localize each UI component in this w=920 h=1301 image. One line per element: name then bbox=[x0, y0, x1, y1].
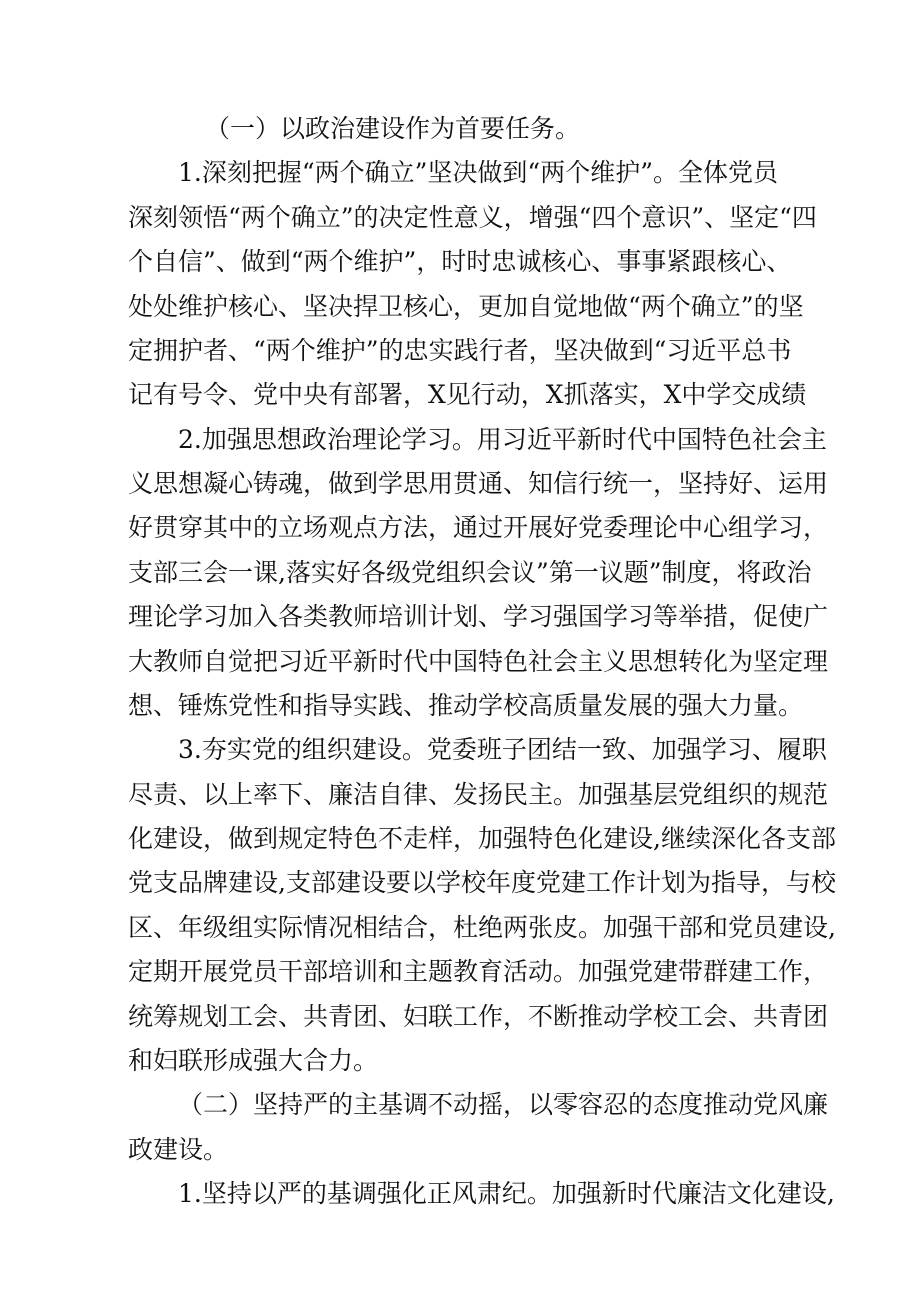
section-heading-1 bbox=[0, 111, 920, 147]
paragraph-1-line bbox=[0, 333, 920, 369]
line-text: 化建设，做到规定特色不走样，加强特色化建设,继续深化各支部 bbox=[128, 824, 836, 853]
line-text: 定期开展党员干部培训和主题教育活动。加强党建带群建工作， bbox=[128, 957, 829, 986]
paragraph-2-line bbox=[0, 555, 920, 591]
paragraph-1-line bbox=[0, 200, 920, 236]
section-heading-2 bbox=[0, 1087, 920, 1123]
line-text: 和妇联形成强大合力。 bbox=[128, 1046, 379, 1075]
line-text: 尽责、以上率下、廉洁自律、发扬民主。加强基层党组织的规范 bbox=[128, 780, 829, 809]
section-heading-2 bbox=[0, 1132, 920, 1168]
line-text: 大教师自觉把习近平新时代中国特色社会主义思想转化为坚定理 bbox=[128, 647, 829, 676]
paragraph-1-line bbox=[0, 289, 920, 325]
paragraph-3-line bbox=[0, 910, 920, 946]
line-text: 想、锤炼党性和指导实践、推动学校高质量发展的强大力量。 bbox=[128, 691, 804, 720]
paragraph-1-line bbox=[0, 244, 920, 280]
paragraph-3-line bbox=[0, 777, 920, 813]
line-text: 2.加强思想政治理论学习。用习近平新时代中国特色社会主 bbox=[178, 425, 827, 454]
line-text: 定拥护者、“两个维护”的忠实践行者，坚决做到“习近平总书 bbox=[128, 336, 792, 365]
paragraph-2-line bbox=[0, 599, 920, 635]
line-text: 义思想凝心铸魂，做到学思用贯通、知信行统一，坚持好、运用 bbox=[128, 469, 829, 498]
line-text: 1.坚持以严的基调强化正风肃纪。加强新时代廉洁文化建设, bbox=[178, 1179, 835, 1208]
line-text: （一）以政治建设作为首要任务。 bbox=[205, 114, 581, 143]
paragraph-3-line bbox=[0, 954, 920, 990]
paragraph-3-line bbox=[0, 732, 920, 768]
paragraph-2-line bbox=[0, 510, 920, 546]
paragraph-1-line bbox=[0, 377, 920, 413]
line-text: 好贯穿其中的立场观点方法，通过开展好党委理论中心组学习， bbox=[128, 513, 829, 542]
line-text: 理论学习加入各类教师培训计划、学习强国学习等举措，促使广 bbox=[128, 602, 829, 631]
paragraph-1-line bbox=[0, 155, 920, 191]
paragraph-3-line bbox=[0, 865, 920, 901]
line-text: 深刻领悟“两个确立”的决定性意义，增强“四个意识”、坚定“四 bbox=[128, 203, 817, 232]
paragraph-2-line bbox=[0, 644, 920, 680]
paragraph-3-line bbox=[0, 999, 920, 1035]
line-text: （二）坚持严的主基调不动摇，以零容忍的态度推动党风廉 bbox=[178, 1090, 829, 1119]
line-text: 统筹规划工会、共青团、妇联工作，不断推动学校工会、共青团 bbox=[128, 1002, 829, 1031]
line-text: 1.深刻把握“两个确立”坚决做到“两个维护”。全体党员 bbox=[178, 158, 778, 187]
line-text: 个自信”、做到“两个维护”，时时忠诚核心、事事紧跟核心、 bbox=[128, 247, 792, 276]
paragraph-2-line bbox=[0, 466, 920, 502]
paragraph-3-line bbox=[0, 821, 920, 857]
paragraph-2-line bbox=[0, 422, 920, 458]
line-text: 支部三会一课,落实好各级党组织会议”第一议题”制度，将政治 bbox=[128, 558, 812, 587]
paragraph-3-line bbox=[0, 1043, 920, 1079]
line-text: 3.夯实党的组织建设。党委班子团结一致、加强学习、履职 bbox=[178, 735, 827, 764]
line-text: 记有号令、党中央有部署，X见行动，X抓落实，X中学交成绩 bbox=[128, 380, 807, 409]
line-text: 处处维护核心、坚决捍卫核心，更加自觉地做“两个确立”的坚 bbox=[128, 292, 804, 321]
line-text: 党支品牌建设,支部建设要以学校年度党建工作计划为指导，与校 bbox=[128, 868, 836, 897]
line-text: 区、年级组实际情况相结合，杜绝两张皮。加强干部和党员建设, bbox=[128, 913, 836, 942]
paragraph-2-line bbox=[0, 688, 920, 724]
line-text: 政建设。 bbox=[128, 1135, 229, 1164]
paragraph-4-line bbox=[0, 1176, 920, 1212]
